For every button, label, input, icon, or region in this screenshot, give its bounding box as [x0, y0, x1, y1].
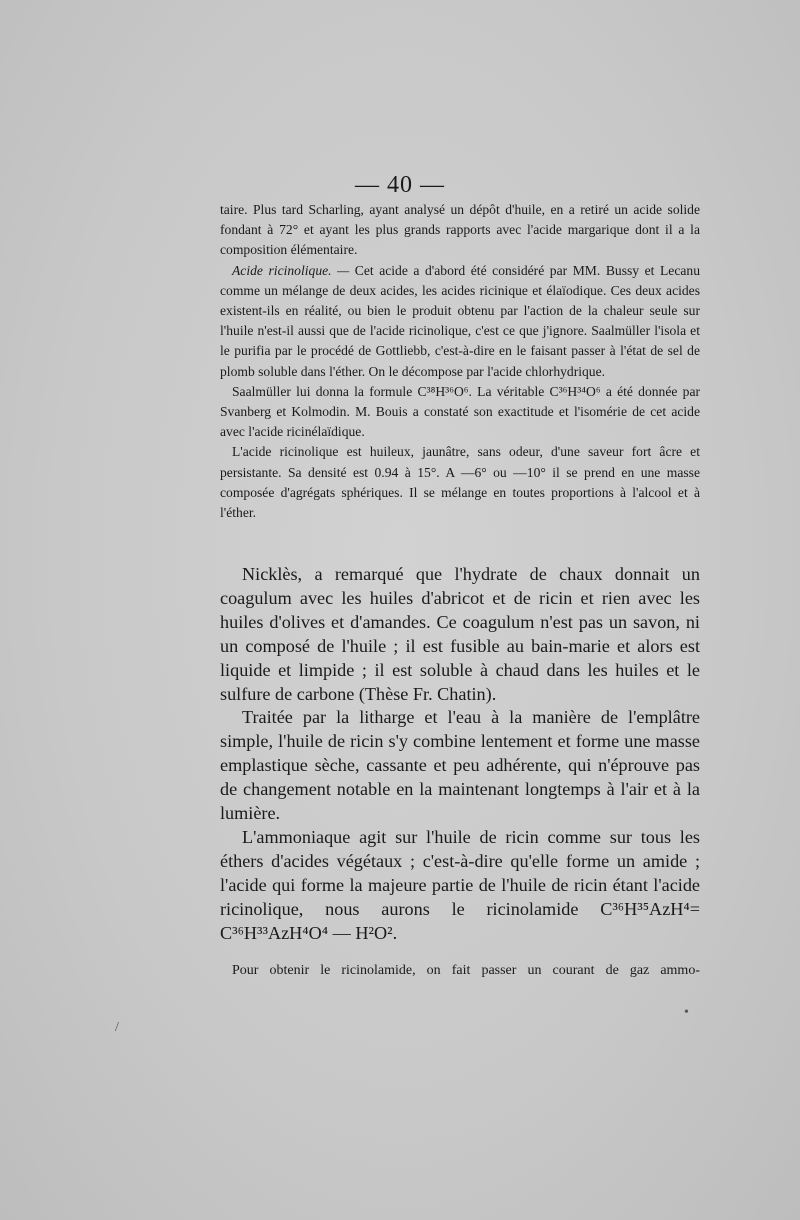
page-number: — 40 — [355, 172, 445, 198]
stray-pencil-mark: / [115, 1020, 119, 1035]
final-line-text: Pour obtenir le ricinolamide, on fait passer un courant de gaz ammo- [232, 963, 700, 978]
paragraph-ammoniaque: L'ammoniaque agit sur l'huile de ricin comme sur tous les éthers d'acides végétaux ; c'est-à-dire qu'elle forme un amide ; l'acide qui forme la majeure partie de l'huile de ricin étant l'acide ricinolique, nous aurons le ricinolamide C³⁶H³⁵AzH⁴= C³⁶H³³AzH⁴O⁴ — H²O². [220, 826, 700, 943]
stray-dot-mark: • [684, 1005, 689, 1020]
paragraph-proprietes: L'acide ricinolique est huileux, jaunâtre, sans odeur, d'une saveur fort âcre et persistante. Sa densité est 0.94 à 15°. A —6° ou —10° il se prend en une masse composée d'agrégats sphériques. Il se mélange en toutes proportions à l'alcool et à l'éther. [220, 444, 700, 521]
paragraph-formule: Saalmüller lui donna la formule C³⁸H³⁶O⁶. La véritable C³⁶H³⁴O⁶ a été donnée par Svanberg et Kolmodin. M. Bouis a constaté son exactitude et l'isomérie de cet acide avec l'acide ricinélaïdique. [220, 383, 700, 440]
paragraph-nickles: Nicklès, a remarqué que l'hydrate de chaux donnait un coagulum avec les huiles d'abricot et de ricin et rien avec les huiles d'olives et d'amandes. Ce coagulum n'est pas un savon, ni un composé de l'huile ; il est fusible au bain-marie et alors est liquide et limpide ; il est soluble à chaud dans les huiles et le sulfure de carbone (Thèse Fr. Chatin). [220, 564, 700, 704]
section-heading: Acide ricinolique. — [232, 262, 350, 278]
paragraph-acide-ricinolique-text: Cet acide a d'abord été considéré par MM. Bussy et Lecanu comme un mélange de deux acides, les acides ricinique et élaïodique. Ces deux acides existent-ils en réalité, ou bien le produit obtenu par l'action de la chaleur seule sur l'huile n'est-il aussi que de l'acide ricinolique, c'est ce que j'ignore. Saalmüller l'isola et le purifia par le procédé de Gottliebb, c'est-à-dire en le faisant passer à l'état de sel de plomb soluble dans l'éther. On le décompose par l'acide chlorhydrique. [220, 262, 700, 379]
paragraph-scharling: taire. Plus tard Scharling, ayant analysé un dépôt d'huile, en a retiré un acide solide fondant à 72° et ayant les plus grands rapports avec l'acide margarique dont il a la composition élémentaire. [220, 202, 700, 258]
small-text-block [220, 200, 700, 523]
paragraph-acide-ricinolique [220, 261, 700, 382]
paragraph-ricinolamide [232, 961, 700, 981]
large-text-block [220, 563, 700, 946]
paragraph-litharge: Traitée par la litharge et l'eau à la manière de l'emplâtre simple, l'huile de ricin s'y combine lentement et forme une masse emplastique sèche, cassante et peu adhérente, qui n'éprouve pas de changement notable en la maintenant longtemps à l'air et à la lumière. [220, 707, 700, 824]
